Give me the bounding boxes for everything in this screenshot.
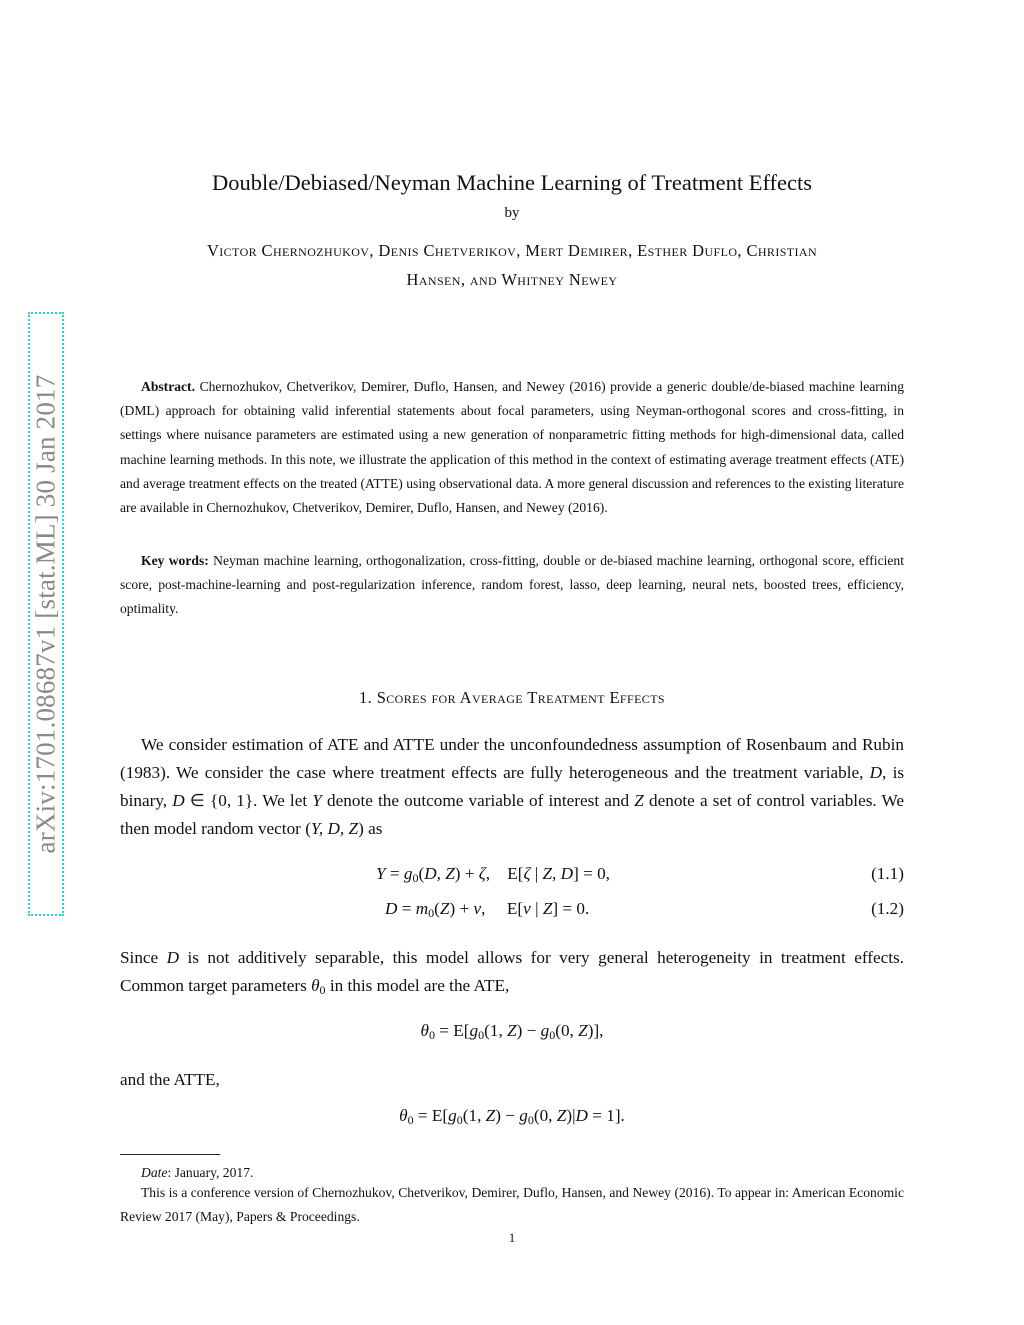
keywords [120, 549, 904, 622]
paragraph-2-text-b: is not additively separable, this model allows for very general heterogeneity in treatment effects. Common target parameters [120, 948, 905, 995]
paragraph-2: Since D is not additively separable, this model allows for very general heterogeneity in treatment effects. Common target parameters $\theta_0$ in this model are the ATE, [120, 948, 905, 997]
arxiv-identifier: arXiv:1701.08687v1 [stat.ML] 30 Jan 2017 [30, 374, 61, 854]
keywords-text: Neyman machine learning, orthogonalization, cross-fitting, double or de-biased machine learning, orthogonal score, efficient score, post-machine-learning and post-regularization inference, random forest, lasso, deep learning, neural nets, boosted trees, efficiency, optimality. [120, 553, 905, 617]
author-line-1: Victor Chernozhukov, Denis Chetverikov, Mert Demirer, Esther Duflo, Christian [206, 241, 818, 260]
equation-1-1-formula: $Y = g_0(D$, Z) + ζ, E[ζ | Z, D] = 0, [376, 864, 610, 885]
footnote-date-label: Date [141, 1165, 168, 1180]
paragraph-2-text-c: in this model are the ATE, [329, 976, 510, 995]
paragraph-1-text-b: is binary, [120, 763, 905, 810]
page-number: 1 [508, 1230, 516, 1245]
paragraph-1-text-e: denote a set of control variables. We then model random vector [120, 791, 905, 838]
author-list [120, 236, 904, 294]
footnote-conference: This is a conference version of Chernozhukov, Chetverikov, Demirer, Duflo, Hansen, and Newey (2016). To appear in: American Economic Review 2017 (May), Papers & Proceedings. [120, 1185, 904, 1224]
paragraph-1-text-f: as [368, 819, 383, 838]
section-heading [120, 688, 904, 708]
paragraph-1-text-c: We let [262, 791, 308, 810]
paragraph-1: We consider estimation of ATE and ATTE under the unconfoundedness assumption of Rosenbaum and Rubin (1983). We consider the case where treatment effects are fully heterogeneous and the treatment variable, D, is binary, D ∈ {0, 1}. We let Y denote the outcome variable of interest and Z denote a set of control variables. We then model random vector (Y, D, Z) as [120, 735, 905, 838]
section-number: 1. [358, 688, 373, 707]
by-line: by [504, 205, 520, 221]
paragraph-2-text-a: Since [120, 948, 159, 967]
footnote-divider [120, 1154, 220, 1155]
equation-1-2 [120, 899, 904, 925]
paragraph-3: and the ATTE, [120, 1070, 220, 1089]
paragraph-1-text-d: denote the outcome variable of interest and [327, 791, 630, 810]
paragraph-1-text-a: We consider estimation of ATE and ATTE under the unconfoundedness assumption of Rosenbaum and Rubin (1983). We consider the case where treatment effects are fully heterogeneous and the treatment variable, [120, 735, 904, 782]
footnote-date-value: : January, 2017. [167, 1165, 254, 1180]
ate-equation: $\theta_0 = E[g_0(1$, $Z) - g_0(0$, Z)], [420, 1021, 604, 1042]
abstract-label: Abstract. [141, 379, 195, 394]
equation-1-1 [120, 864, 904, 890]
equation-1-2-number: (1.2) [871, 899, 904, 918]
arxiv-stamp [28, 312, 64, 916]
author-line-2: Hansen, and Whitney Newey [406, 270, 618, 289]
keywords-label: Key words: [141, 553, 209, 568]
equation-1-1-number: (1.1) [871, 864, 904, 883]
section-title: Scores for Average Treatment Effects [376, 688, 666, 707]
paper-title: Double/Debiased/Neyman Machine Learning of Treatment Effects [211, 170, 813, 195]
atte-equation: $\theta_0 = E[g_0(1$, $Z) - g_0(0$, Z)|D = 1]. [399, 1106, 625, 1127]
equation-1-2-formula: $D = m_0(Z) + \nu$, E[ν | Z] = 0. [385, 899, 590, 920]
abstract [120, 375, 904, 520]
abstract-text: Chernozhukov, Chetverikov, Demirer, Duflo, Hansen, and Newey (2016) provide a generic double/de-biased machine learning (DML) approach for obtaining valid inferential statements about focal parameters, using Neyman-orthogonal scores and cross-fitting, in settings where nuisance parameters are estimated using a new generation of nonparametric fitting methods for high-dimensional data, called machine learning methods. In this note, we illustrate the application of this method in the context of estimating average treatment effects (ATE) and average treatment effects on the treated (ATTE) using observational data. A more general discussion and references to the existing literature are available in Chernozhukov, Chetverikov, Demirer, Duflo, Hansen, and Newey (2016). [120, 379, 904, 516]
